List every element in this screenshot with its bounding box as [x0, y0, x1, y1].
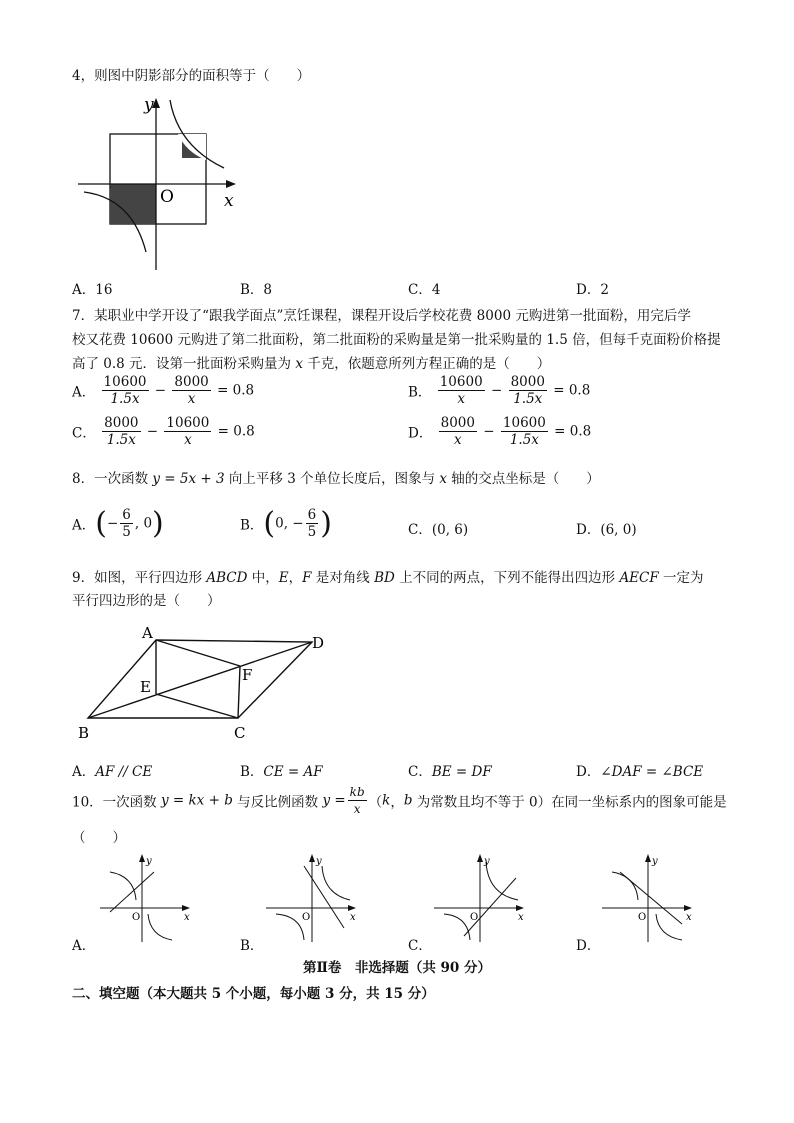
svg-text:x: x: [350, 912, 356, 923]
svg-text:O: O: [638, 912, 647, 923]
q9-option-b[interactable]: B．CE = AF: [240, 764, 323, 780]
svg-text:O: O: [132, 912, 141, 923]
segment-ec: [156, 694, 238, 718]
svg-text:x: x: [518, 912, 524, 923]
origin-label: O: [160, 187, 174, 207]
q10-option-a[interactable]: A．: [72, 938, 96, 954]
q8-option-d[interactable]: D．(6, 0): [576, 522, 637, 538]
point-c-label: C: [234, 724, 246, 742]
q10-graph-a[interactable]: [96, 852, 196, 944]
q7-option-d[interactable]: D． $\frac{8000}{x}$ − $\frac{10600}{1.5x}$ = 0.8: [408, 415, 592, 448]
svg-text:x: x: [184, 912, 190, 923]
point-d-label: D: [312, 634, 325, 652]
q8-option-c[interactable]: C．(0, 6): [408, 522, 469, 538]
q9-line1: 9．如图，平行四边形 ABCD 中，E，F 是对角线 BD 上不同的两点，下列不能得出四边形 AECF 一定为: [72, 570, 704, 586]
svg-text:O: O: [470, 912, 479, 923]
q7-option-c[interactable]: C． $\frac{8000}{1.5x}$ − $\frac{10600}{x}$ = 0.8: [72, 415, 255, 448]
svg-text:y: y: [146, 856, 152, 867]
q7-line2: 校又花费 10600 元购进了第二批面粉，第二批面粉的采购量是第一批采购量的 1.5 倍，但每千克面粉价格提: [72, 332, 721, 348]
q9-parallelogram-figure: [74, 622, 344, 746]
q7-option-a[interactable]: A． $\frac{10600}{1.5x}$ − $\frac{8000}{x}$ = 0.8: [72, 374, 255, 407]
fill-in-blank-heading: 二、填空题（本大题共 5 个小题，每小题 3 分，共 15 分）: [72, 986, 435, 1002]
q4-option-b[interactable]: B．8: [240, 282, 273, 298]
y-axis-label: y: [144, 95, 154, 115]
q10-option-d[interactable]: D．: [576, 938, 601, 954]
q9-option-a[interactable]: A．AF // CE: [72, 764, 153, 780]
q8-stem: 8．一次函数 y = 5x + 3 向上平移 3 个单位长度后，图象与 x 轴的交点坐标是（ ）: [72, 471, 600, 487]
q4-stem: 4，则图中阴影部分的面积等于（ ）: [72, 68, 311, 84]
q4-option-c[interactable]: C．4: [408, 282, 441, 298]
point-a-label: A: [142, 624, 153, 642]
q7-option-b[interactable]: B． $\frac{10600}{x}$ − $\frac{8000}{1.5x}$ = 0.8: [408, 374, 591, 407]
segment-fc: [238, 666, 240, 718]
q10-option-b[interactable]: B．: [240, 938, 264, 954]
q9-option-d[interactable]: D．∠DAF = ∠BCE: [576, 764, 704, 780]
point-f-label: F: [242, 666, 253, 684]
svg-text:O: O: [302, 912, 311, 923]
svg-text:y: y: [484, 856, 490, 867]
q9-line2: 平行四边形的是（ ）: [72, 593, 221, 609]
x-axis-label: x: [224, 191, 234, 211]
q10-option-c[interactable]: C．: [408, 938, 432, 954]
q10-graph-d[interactable]: [598, 852, 698, 944]
q4-figure: [74, 94, 244, 274]
point-e-label: E: [140, 678, 151, 696]
q8-option-a[interactable]: A．(− $\frac{6}{5}$ , 0): [72, 506, 164, 541]
q7-line1: 7．某职业中学开设了“跟我学面点”烹饪课程，课程开设后学校花费 8000 元购进第一批面粉，用完后学: [72, 308, 691, 324]
q9-option-c[interactable]: C．BE = DF: [408, 764, 492, 780]
segment-af: [156, 640, 240, 666]
svg-text:y: y: [316, 856, 322, 867]
q10-graph-b[interactable]: [262, 852, 362, 944]
q4-option-d[interactable]: D．2: [576, 282, 609, 298]
q8-option-b[interactable]: B．(0, − $\frac{6}{5}$ ): [240, 506, 332, 541]
point-b-label: B: [78, 724, 90, 742]
q7-line3: 高了 0.8 元．设第一批面粉采购量为 x 千克，依题意所列方程正确的是（ ）: [72, 356, 551, 372]
svg-text:y: y: [652, 856, 658, 867]
svg-text:x: x: [686, 912, 692, 923]
q10-stem: 10．一次函数 y = kx + b 与反比例函数 y = $\frac{kb}{x}$ （k，b 为常数且均不等于 0）在同一坐标系内的图象可能是: [72, 785, 727, 816]
section-2-title: 第Ⅱ卷 非选择题（共 90 分）: [302, 960, 492, 976]
q10-line2: （ ）: [72, 830, 126, 846]
q10-graph-c[interactable]: [430, 852, 530, 944]
q4-option-a[interactable]: A．16: [72, 282, 113, 298]
